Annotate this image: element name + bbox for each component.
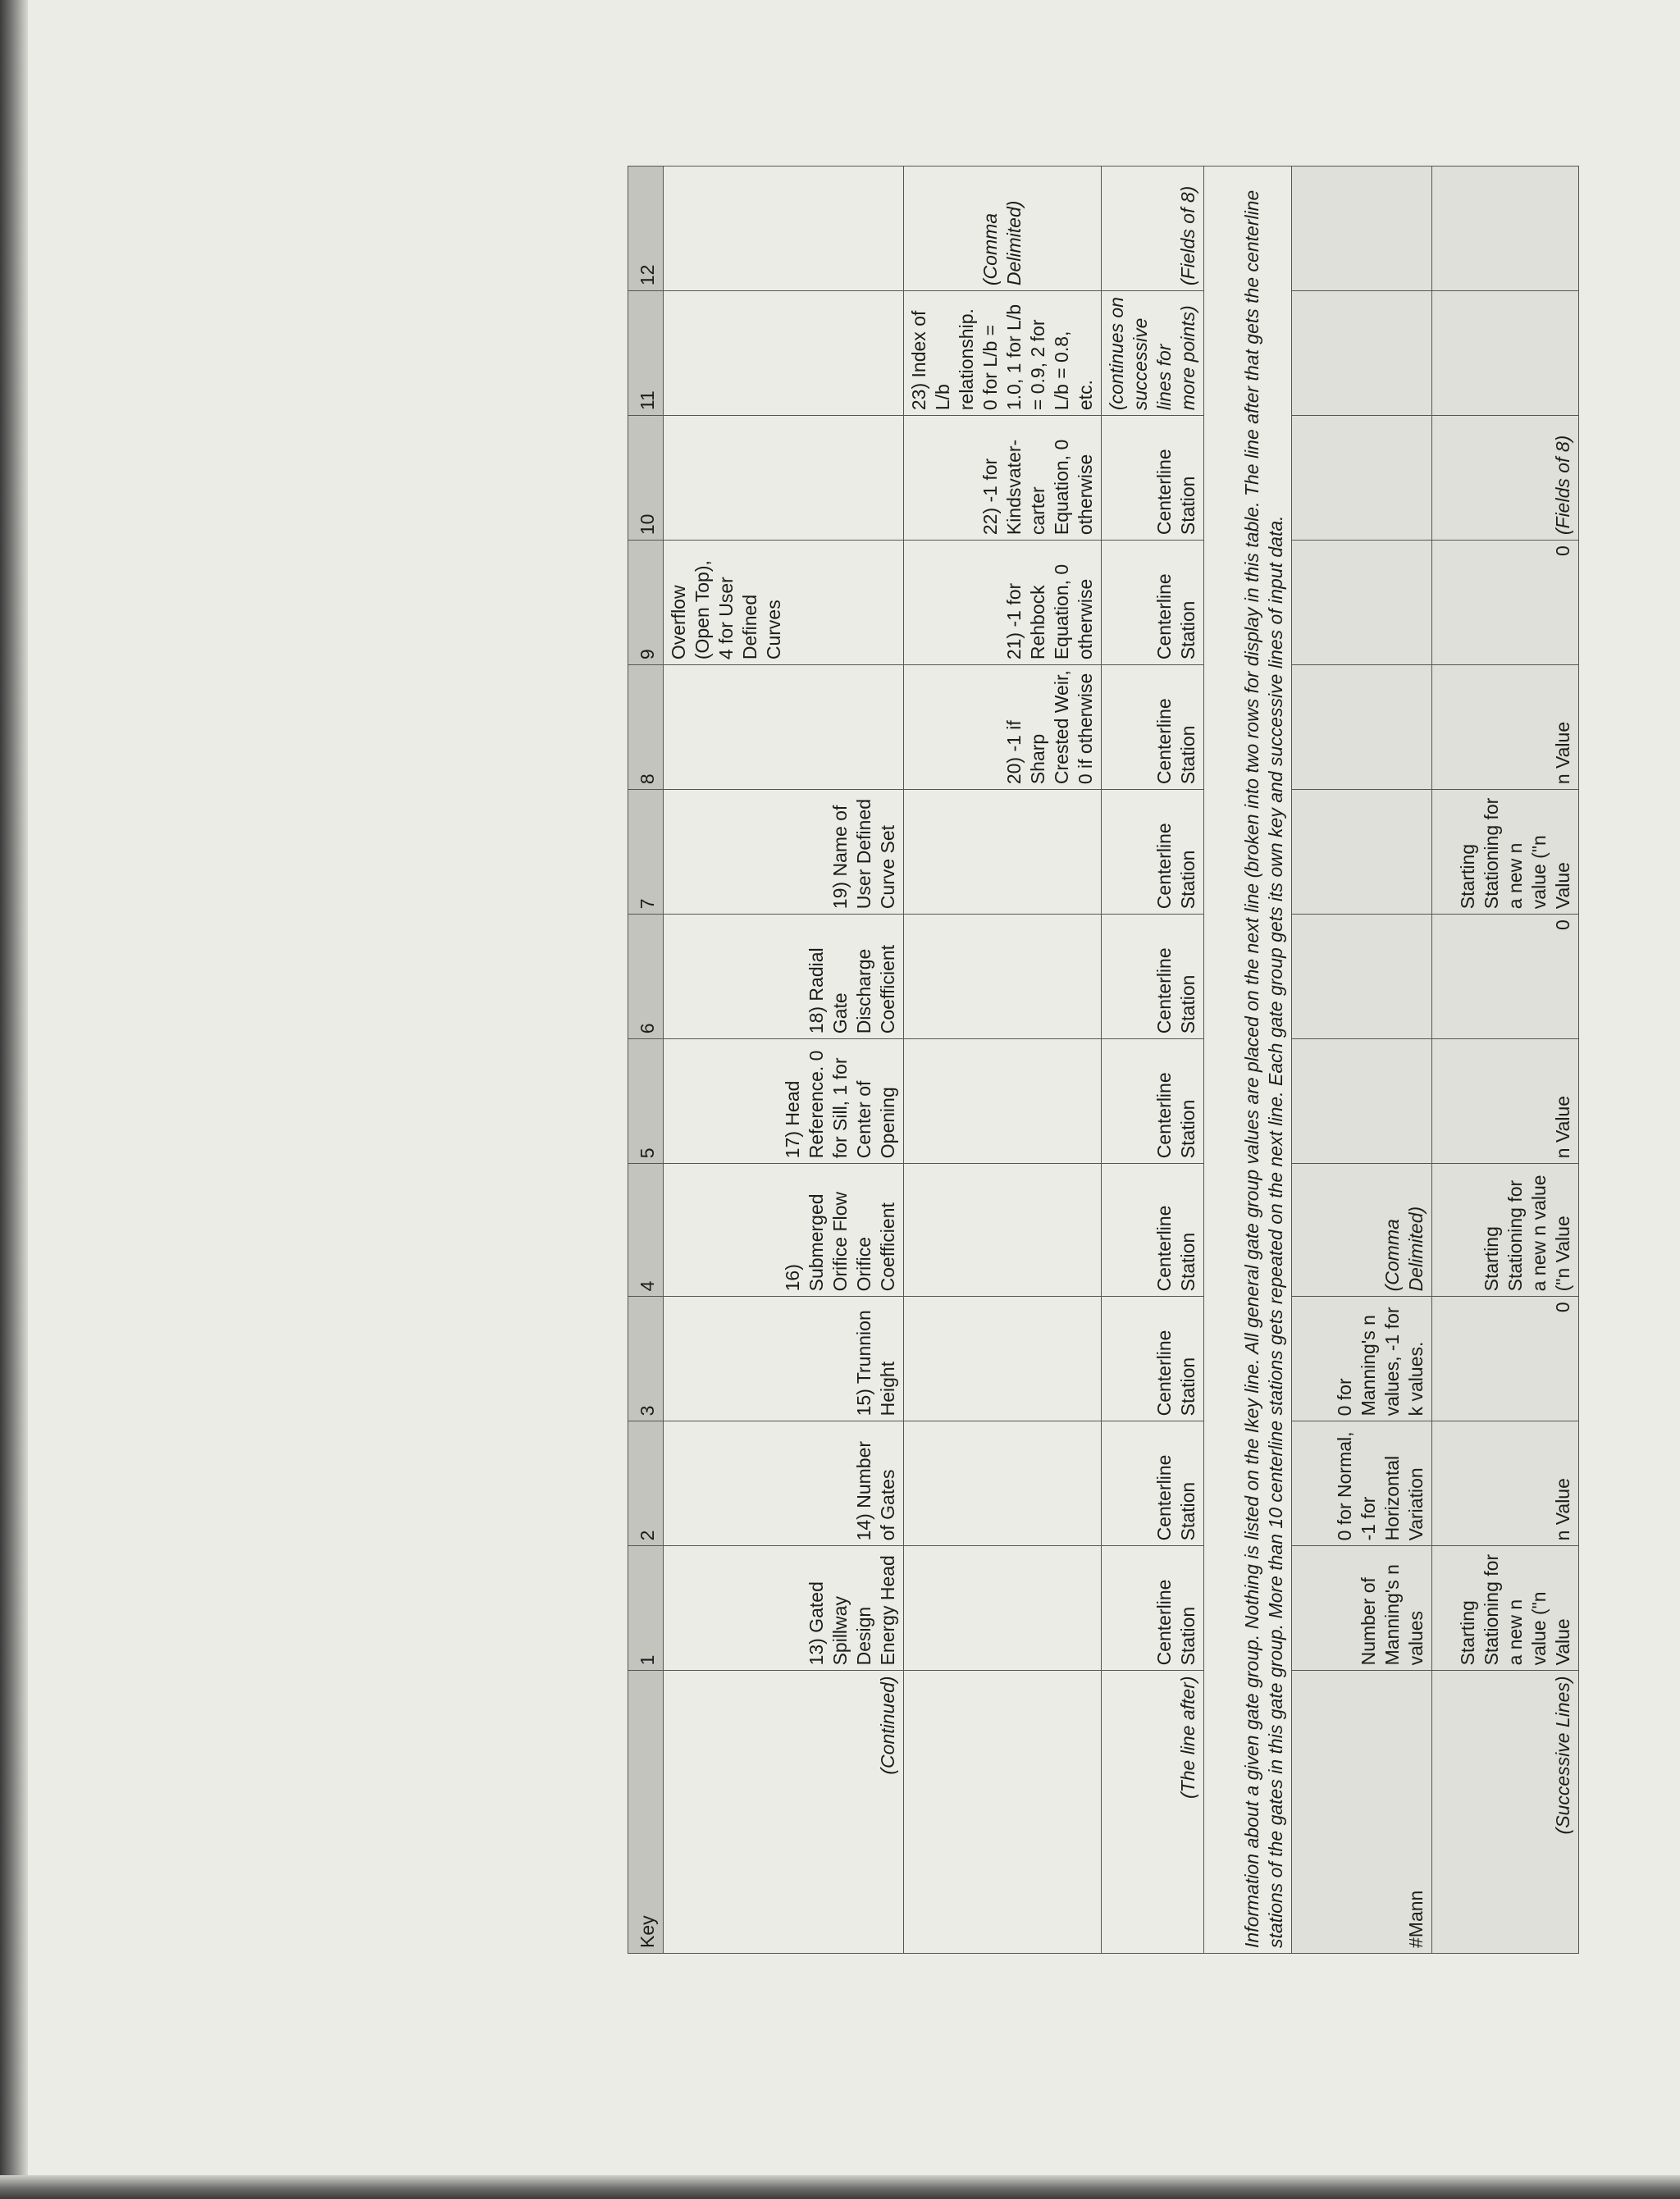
cell-more-2 (904, 1421, 1102, 1546)
cell-more-8: 20) -1 if Sharp Crested Weir, 0 if otherwise (904, 665, 1102, 790)
cell-succ-6: 0 (1432, 915, 1579, 1039)
cell-after-12: (Fields of 8) (1102, 167, 1204, 291)
cell-succ-3: 0 (1432, 1297, 1579, 1421)
header-col-8: 8 (628, 665, 664, 790)
cell-continued-10 (664, 416, 904, 541)
cell-after-5: Centerline Station (1102, 1039, 1204, 1164)
cell-continued-1: 13) Gated Spillway Design Energy Head (664, 1546, 904, 1671)
cell-more-11: 23) Index of L/b relationship. 0 for L/b = 1.0, 1 for L/b = 0.9, 2 for L/b = 0.8, etc. (904, 291, 1102, 416)
cell-more-5 (904, 1039, 1102, 1164)
geometry-keys-table (628, 166, 1579, 1954)
cell-more-7 (904, 790, 1102, 915)
cell-continued-5: 17) Head Reference. 0 for Sill, 1 for Center of Opening (664, 1039, 904, 1164)
table-row-mann (1292, 167, 1432, 1954)
cell-mann-9 (1292, 541, 1432, 665)
cell-succ-5: n Value (1432, 1039, 1579, 1164)
cell-mann-2: 0 for Normal, -1 for Horizontal Variation (1292, 1421, 1432, 1546)
header-key: Key (628, 1671, 664, 1954)
row-label-line-after: (The line after) (1102, 1671, 1204, 1954)
cell-mann-4: (Comma Delimited) (1292, 1164, 1432, 1297)
cell-more-1 (904, 1546, 1102, 1671)
scan-shadow-bottom (0, 2175, 1680, 2199)
cell-more-key (904, 1671, 1102, 1954)
cell-mann-10 (1292, 416, 1432, 541)
cell-continued-2: 14) Number of Gates (664, 1421, 904, 1546)
table-row-successive-lines (1432, 167, 1579, 1954)
cell-mann-3: 0 for Manning's n values, -1 for k values. (1292, 1297, 1432, 1421)
cell-mann-12 (1292, 167, 1432, 291)
header-col-12: 12 (628, 167, 664, 291)
cell-more-10: 22) -1 for Kindsvater-carter Equation, 0 otherwise (904, 416, 1102, 541)
cell-after-2: Centerline Station (1102, 1421, 1204, 1546)
cell-continued-7: 19) Name of User Defined Curve Set (664, 790, 904, 915)
cell-after-9: Centerline Station (1102, 541, 1204, 665)
cell-after-3: Centerline Station (1102, 1297, 1204, 1421)
page-title: Appendix B. The Geometry Input File Keys (1336, 327, 1370, 887)
row-label-successive-lines: (Successive Lines) (1432, 1671, 1579, 1954)
cell-mann-7 (1292, 790, 1432, 915)
gate-group-note: Information about a given gate group. Nothing is listed on the Ikey line. All general gate group values are placed on the next line (broken into two rows for display in this table. The line after that gets the centerline stations of the gates in this gate group. More than 10 centerline stations gets repeated on the next line. Each gate group gets its own key and successive lines of input data. (1204, 167, 1292, 1954)
cell-after-1: Centerline Station (1102, 1546, 1204, 1671)
cell-continued-8 (664, 665, 904, 790)
header-col-6: 6 (628, 915, 664, 1039)
cell-mann-1: Number of Manning's n values (1292, 1546, 1432, 1671)
cell-succ-12 (1432, 167, 1579, 291)
header-row (628, 167, 664, 1954)
header-col-4: 4 (628, 1164, 664, 1297)
table-row-note (1204, 167, 1292, 1954)
cell-succ-8: n Value (1432, 665, 1579, 790)
header-col-1: 1 (628, 1546, 664, 1671)
page-number: 213 (1518, 199, 1547, 244)
header-col-5: 5 (628, 1039, 664, 1164)
row-label-continued: (Continued) (664, 1671, 904, 1954)
header-col-10: 10 (628, 416, 664, 541)
cell-continued-11 (664, 291, 904, 416)
header-col-11: 11 (628, 291, 664, 416)
cell-continued-4: 16) Submerged Orifice Flow Orifice Coefficient (664, 1164, 904, 1297)
cell-mann-11 (1292, 291, 1432, 416)
header-col-2: 2 (628, 1421, 664, 1546)
cell-more-4 (904, 1164, 1102, 1297)
scan-shadow-left (0, 0, 28, 2199)
header-col-3: 3 (628, 1297, 664, 1421)
cell-continued-6: 18) Radial Gate Discharge Coefficient (664, 915, 904, 1039)
cell-succ-7: Starting Stationing for a new n value ("n Value (1432, 790, 1579, 915)
cell-succ-2: n Value (1432, 1421, 1579, 1546)
cell-after-6: Centerline Station (1102, 915, 1204, 1039)
cell-after-10: Centerline Station (1102, 416, 1204, 541)
cell-more-9: 21) -1 for Rehbock Equation, 0 otherwise (904, 541, 1102, 665)
cell-continued-9: Overflow (Open Top), 4 for User Defined Curves (664, 541, 904, 665)
cell-after-4: Centerline Station (1102, 1164, 1204, 1297)
cell-mann-8 (1292, 665, 1432, 790)
cell-succ-4: Starting Stationing for a new n value ("n Value (1432, 1164, 1579, 1297)
cell-continued-12 (664, 167, 904, 291)
cell-succ-1: Starting Stationing for a new n value ("n Value (1432, 1546, 1579, 1671)
cell-mann-5 (1292, 1039, 1432, 1164)
table-row-more-values (904, 167, 1102, 1954)
key-mann: #Mann (1292, 1671, 1432, 1954)
cell-after-8: Centerline Station (1102, 665, 1204, 790)
cell-succ-9: 0 (1432, 541, 1579, 665)
cell-continued-3: 15) Trunnion Height (664, 1297, 904, 1421)
cell-mann-6 (1292, 915, 1432, 1039)
header-col-7: 7 (628, 790, 664, 915)
header-col-9: 9 (628, 541, 664, 665)
cell-more-3 (904, 1297, 1102, 1421)
cell-succ-11 (1432, 291, 1579, 416)
cell-more-6 (904, 915, 1102, 1039)
geometry-keys-table-sheet (628, 166, 1573, 1954)
table-row-continued (664, 167, 904, 1954)
cell-more-12: (Comma Delimited) (904, 167, 1102, 291)
cell-after-11: (continues on successive lines for more points) (1102, 291, 1204, 416)
cell-after-7: Centerline Station (1102, 790, 1204, 915)
table-row-line-after (1102, 167, 1204, 1954)
cell-succ-10: (Fields of 8) (1432, 416, 1579, 541)
